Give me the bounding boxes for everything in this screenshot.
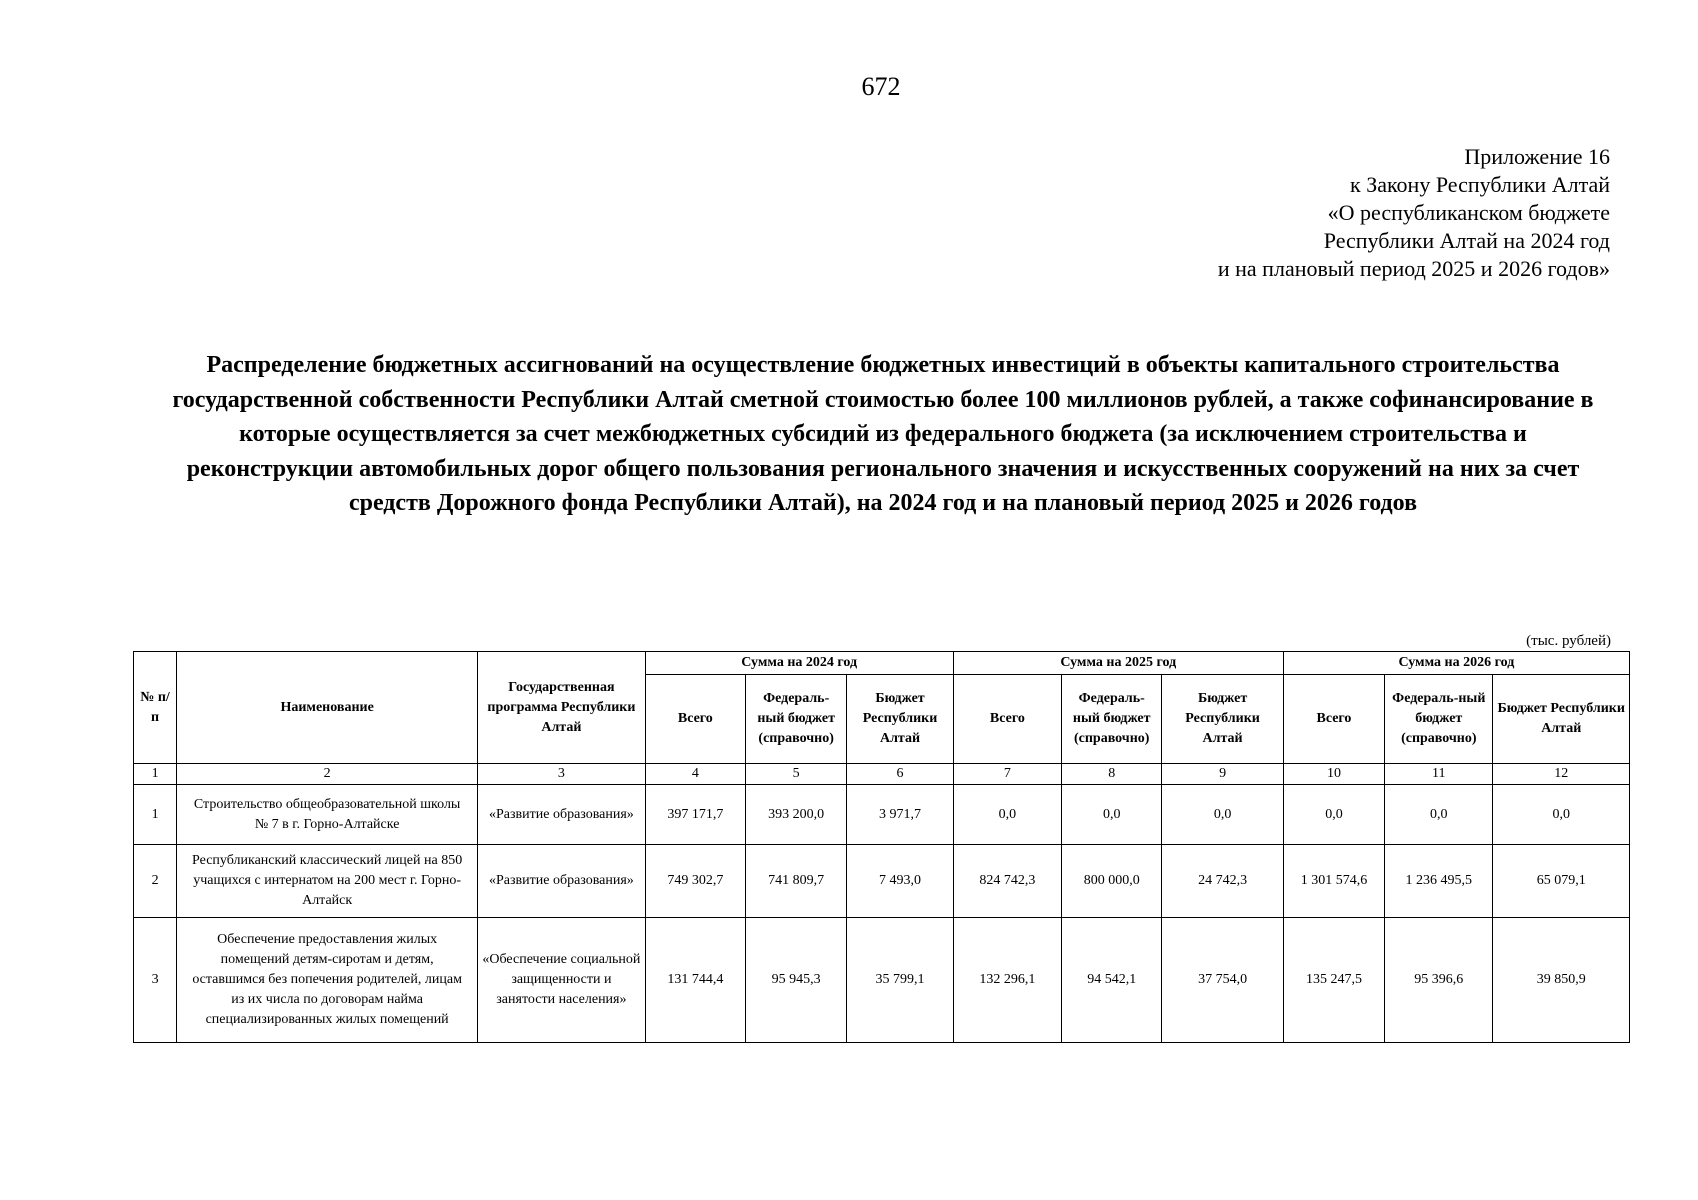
total-2026-cell: 1 301 574,6 <box>1283 845 1384 918</box>
column-number: 10 <box>1283 764 1384 785</box>
header-group-2025: Сумма на 2025 год <box>953 652 1283 675</box>
column-number: 3 <box>478 764 646 785</box>
appendix-line: к Закону Республики Алтай <box>1350 172 1610 197</box>
regional-2026-cell: 39 850,9 <box>1493 918 1630 1043</box>
column-number: 9 <box>1162 764 1283 785</box>
total-2025-cell: 0,0 <box>953 785 1061 845</box>
column-number: 6 <box>847 764 953 785</box>
total-2026-cell: 0,0 <box>1283 785 1384 845</box>
federal-2025-cell: 800 000,0 <box>1062 845 1162 918</box>
federal-2024-cell: 393 200,0 <box>746 785 847 845</box>
column-number: 4 <box>645 764 745 785</box>
header-row <box>134 652 1630 675</box>
header-program: Государственная программа Республики Алтай <box>478 652 646 764</box>
column-number: 1 <box>134 764 177 785</box>
row-program: «Развитие образования» <box>478 785 646 845</box>
total-2024-cell: 131 744,4 <box>645 918 745 1043</box>
row-number: 2 <box>134 845 177 918</box>
total-2026-cell: 135 247,5 <box>1283 918 1384 1043</box>
regional-2024-cell: 7 493,0 <box>847 845 953 918</box>
federal-2024-cell: 741 809,7 <box>746 845 847 918</box>
table-row <box>134 845 1630 918</box>
header-regional-2024: Бюджет Республики Алтай <box>847 675 953 764</box>
total-2024-cell: 397 171,7 <box>645 785 745 845</box>
page-number: 672 <box>861 72 901 101</box>
table-row <box>134 918 1630 1043</box>
regional-2024-cell: 3 971,7 <box>847 785 953 845</box>
regional-2026-cell: 65 079,1 <box>1493 845 1630 918</box>
header-regional-2026: Бюджет Республики Алтай <box>1493 675 1630 764</box>
budget-table <box>133 651 1630 1043</box>
regional-2024-cell: 35 799,1 <box>847 918 953 1043</box>
units-label: (тыс. рублей) <box>1526 633 1611 649</box>
appendix-line: Республики Алтай на 2024 год <box>1323 228 1610 253</box>
row-name: Республиканский классический лицей на 850 учащихся с интернатом на 200 мест г. Горно-Алтайск <box>177 845 478 918</box>
header-total-2025: Всего <box>953 675 1061 764</box>
federal-2025-cell: 0,0 <box>1062 785 1162 845</box>
row-name: Обеспечение предоставления жилых помещений детям-сиротам и детям, оставшимся без попечения родителей, лицам из их числа по договорам найма специализированных жилых помещений <box>177 918 478 1043</box>
header-total-2026: Всего <box>1283 675 1384 764</box>
header-regional-2025: Бюджет Республики Алтай <box>1162 675 1283 764</box>
column-number: 12 <box>1493 764 1630 785</box>
header-federal-2026: Федераль-ный бюджет (справочно) <box>1385 675 1493 764</box>
regional-2025-cell: 0,0 <box>1162 785 1283 845</box>
row-number: 3 <box>134 918 177 1043</box>
federal-2026-cell: 1 236 495,5 <box>1385 845 1493 918</box>
row-number: 1 <box>134 785 177 845</box>
header-group-2024: Сумма на 2024 год <box>645 652 953 675</box>
regional-2026-cell: 0,0 <box>1493 785 1630 845</box>
header-num: № п/п <box>134 652 177 764</box>
row-program: «Обеспечение социальной защищенности и занятости населения» <box>478 918 646 1043</box>
column-number-row <box>134 764 1630 785</box>
total-2025-cell: 824 742,3 <box>953 845 1061 918</box>
column-number: 7 <box>953 764 1061 785</box>
regional-2025-cell: 24 742,3 <box>1162 845 1283 918</box>
row-name: Строительство общеобразовательной школы № 7 в г. Горно-Алтайске <box>177 785 478 845</box>
column-number: 2 <box>177 764 478 785</box>
federal-2024-cell: 95 945,3 <box>746 918 847 1043</box>
federal-2026-cell: 0,0 <box>1385 785 1493 845</box>
header-federal-2025: Федераль-ный бюджет (справочно) <box>1062 675 1162 764</box>
appendix-line: «О республиканском бюджете <box>1327 200 1610 225</box>
column-number: 8 <box>1062 764 1162 785</box>
header-federal-2024: Федераль-ный бюджет (справочно) <box>746 675 847 764</box>
appendix-note <box>1218 143 1610 283</box>
column-number: 5 <box>746 764 847 785</box>
regional-2025-cell: 37 754,0 <box>1162 918 1283 1043</box>
header-group-2026: Сумма на 2026 год <box>1283 652 1629 675</box>
appendix-line: Приложение 16 <box>1464 144 1610 169</box>
federal-2026-cell: 95 396,6 <box>1385 918 1493 1043</box>
header-name: Наименование <box>177 652 478 764</box>
table-row <box>134 785 1630 845</box>
total-2024-cell: 749 302,7 <box>645 845 745 918</box>
total-2025-cell: 132 296,1 <box>953 918 1061 1043</box>
row-program: «Развитие образования» <box>478 845 646 918</box>
document-title: Распределение бюджетных ассигнований на осуществление бюджетных инвестиций в объекты капитального строительства государственной собственности Республики Алтай сметной стоимостью более 100 миллионов рублей, а также софинансирование в которые осуществляется за счет межбюджетных субсидий из федерального бюджета (за исключением строительства и реконструкции автомобильных дорог общего пользования регионального значения и искусственных сооружений на них за счет средств Дорожного фонда Республики Алтай), на 2024 год и на плановый период 2025 и 2026 годов <box>172 352 1594 516</box>
federal-2025-cell: 94 542,1 <box>1062 918 1162 1043</box>
column-number: 11 <box>1385 764 1493 785</box>
header-total-2024: Всего <box>645 675 745 764</box>
appendix-line: и на плановый период 2025 и 2026 годов» <box>1217 256 1610 281</box>
